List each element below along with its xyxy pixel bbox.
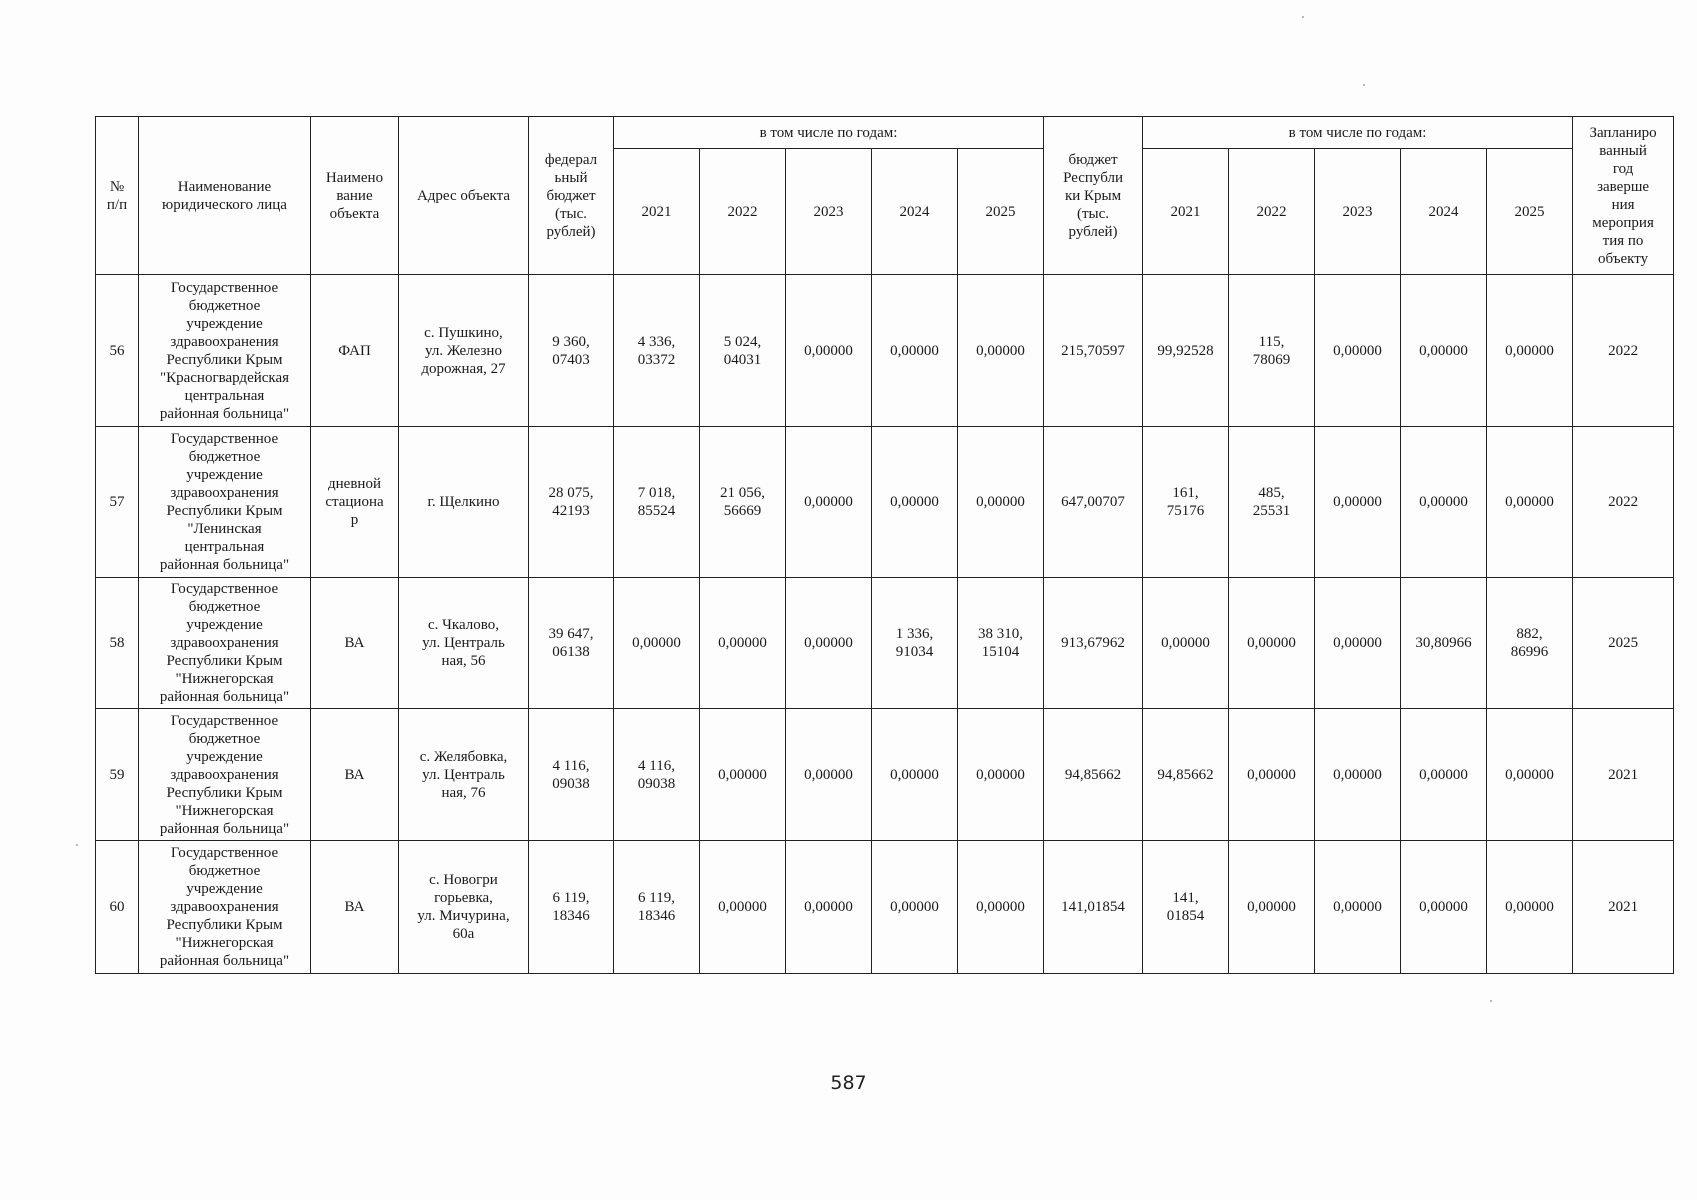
regional-total: 215,70597 bbox=[1044, 275, 1143, 427]
planned-year: 2022 bbox=[1573, 427, 1674, 578]
federal-total: 39 647, 06138 bbox=[529, 578, 614, 709]
fed-2025: 0,00000 bbox=[958, 275, 1044, 427]
reg-2025: 0,00000 bbox=[1487, 841, 1573, 974]
reg-2024: 0,00000 bbox=[1401, 709, 1487, 841]
reg-2021: 141, 01854 bbox=[1143, 841, 1229, 974]
fed-2025: 0,00000 bbox=[958, 841, 1044, 974]
header-reg-year-2023: 2023 bbox=[1315, 149, 1401, 275]
reg-2021: 94,85662 bbox=[1143, 709, 1229, 841]
header-address: Адрес объекта bbox=[399, 117, 529, 275]
fed-2023: 0,00000 bbox=[786, 275, 872, 427]
reg-2024: 0,00000 bbox=[1401, 427, 1487, 578]
federal-total: 9 360, 07403 bbox=[529, 275, 614, 427]
fed-2025: 0,00000 bbox=[958, 709, 1044, 841]
table-row bbox=[96, 841, 1674, 974]
object-name: ВА bbox=[311, 578, 399, 709]
fed-2024: 0,00000 bbox=[872, 275, 958, 427]
fed-2024: 1 336, 91034 bbox=[872, 578, 958, 709]
scan-speck bbox=[1490, 1000, 1492, 1002]
row-num: 59 bbox=[96, 709, 139, 841]
header-fed-year-2022: 2022 bbox=[700, 149, 786, 275]
fed-2024: 0,00000 bbox=[872, 841, 958, 974]
header-reg-year-2021: 2021 bbox=[1143, 149, 1229, 275]
regional-total: 94,85662 bbox=[1044, 709, 1143, 841]
reg-2025: 882, 86996 bbox=[1487, 578, 1573, 709]
planned-year: 2021 bbox=[1573, 709, 1674, 841]
header-planned-year: Запланиро ванный год заверше ния мероприя тия по объекту bbox=[1573, 117, 1674, 275]
scan-speck bbox=[76, 844, 78, 846]
object-name: ВА bbox=[311, 709, 399, 841]
federal-total: 28 075, 42193 bbox=[529, 427, 614, 578]
fed-2024: 0,00000 bbox=[872, 709, 958, 841]
header-reg-year-2024: 2024 bbox=[1401, 149, 1487, 275]
header-fed-year-2024: 2024 bbox=[872, 149, 958, 275]
table-row bbox=[96, 427, 1674, 578]
row-num: 57 bbox=[96, 427, 139, 578]
object-address: с. Пушкино, ул. Железно дорожная, 27 bbox=[399, 275, 529, 427]
header-reg-year-2022: 2022 bbox=[1229, 149, 1315, 275]
reg-2024: 0,00000 bbox=[1401, 841, 1487, 974]
reg-2023: 0,00000 bbox=[1315, 427, 1401, 578]
reg-2021: 161, 75176 bbox=[1143, 427, 1229, 578]
reg-2023: 0,00000 bbox=[1315, 709, 1401, 841]
table-row bbox=[96, 709, 1674, 841]
reg-2022: 0,00000 bbox=[1229, 709, 1315, 841]
header-federal-budget: федерал ьный бюджет (тыс. рублей) bbox=[529, 117, 614, 275]
fed-2023: 0,00000 bbox=[786, 427, 872, 578]
fed-2023: 0,00000 bbox=[786, 841, 872, 974]
legal-name: Государственное бюджетное учреждение здравоохранения Республики Крым "Нижнегорская районная больница" bbox=[139, 841, 311, 974]
fed-2022: 5 024, 04031 bbox=[700, 275, 786, 427]
fed-2024: 0,00000 bbox=[872, 427, 958, 578]
fed-2025: 38 310, 15104 bbox=[958, 578, 1044, 709]
row-num: 60 bbox=[96, 841, 139, 974]
object-address: с. Новогри горьевка, ул. Мичурина, 60а bbox=[399, 841, 529, 974]
planned-year: 2022 bbox=[1573, 275, 1674, 427]
object-address: с. Чкалово, ул. Централь ная, 56 bbox=[399, 578, 529, 709]
fed-2023: 0,00000 bbox=[786, 709, 872, 841]
reg-2021: 99,92528 bbox=[1143, 275, 1229, 427]
funding-table bbox=[95, 116, 1674, 974]
reg-2022: 485, 25531 bbox=[1229, 427, 1315, 578]
regional-total: 141,01854 bbox=[1044, 841, 1143, 974]
reg-2023: 0,00000 bbox=[1315, 578, 1401, 709]
object-name: ВА bbox=[311, 841, 399, 974]
fed-2021: 4 116, 09038 bbox=[614, 709, 700, 841]
fed-2022: 0,00000 bbox=[700, 841, 786, 974]
reg-2023: 0,00000 bbox=[1315, 841, 1401, 974]
fed-2021: 7 018, 85524 bbox=[614, 427, 700, 578]
reg-2021: 0,00000 bbox=[1143, 578, 1229, 709]
planned-year: 2025 bbox=[1573, 578, 1674, 709]
header-legal-name: Наименование юридического лица bbox=[139, 117, 311, 275]
legal-name: Государственное бюджетное учреждение здравоохранения Республики Крым "Ленинская центральная районная больница" bbox=[139, 427, 311, 578]
fed-2025: 0,00000 bbox=[958, 427, 1044, 578]
reg-2025: 0,00000 bbox=[1487, 275, 1573, 427]
regional-total: 913,67962 bbox=[1044, 578, 1143, 709]
fed-2022: 0,00000 bbox=[700, 709, 786, 841]
federal-total: 4 116, 09038 bbox=[529, 709, 614, 841]
legal-name: Государственное бюджетное учреждение здравоохранения Республики Крым "Красногвардейская центральная районная больница" bbox=[139, 275, 311, 427]
scan-speck bbox=[1363, 84, 1365, 86]
header-fed-year-2025: 2025 bbox=[958, 149, 1044, 275]
legal-name: Государственное бюджетное учреждение здравоохранения Республики Крым "Нижнегорская районная больница" bbox=[139, 709, 311, 841]
reg-2022: 0,00000 bbox=[1229, 841, 1315, 974]
header-fed-year-2023: 2023 bbox=[786, 149, 872, 275]
reg-2024: 30,80966 bbox=[1401, 578, 1487, 709]
object-address: г. Щелкино bbox=[399, 427, 529, 578]
header-num: № п/п bbox=[96, 117, 139, 275]
scan-speck bbox=[1302, 16, 1304, 18]
fed-2022: 0,00000 bbox=[700, 578, 786, 709]
reg-2023: 0,00000 bbox=[1315, 275, 1401, 427]
header-by-years-federal: в том числе по годам: bbox=[614, 117, 1044, 149]
row-num: 56 bbox=[96, 275, 139, 427]
fed-2021: 4 336, 03372 bbox=[614, 275, 700, 427]
reg-2022: 0,00000 bbox=[1229, 578, 1315, 709]
header-by-years-regional: в том числе по годам: bbox=[1143, 117, 1573, 149]
header-row-1 bbox=[96, 117, 1674, 149]
table-row bbox=[96, 578, 1674, 709]
header-reg-year-2025: 2025 bbox=[1487, 149, 1573, 275]
header-regional-budget: бюджет Республи ки Крым (тыс. рублей) bbox=[1044, 117, 1143, 275]
fed-2021: 6 119, 18346 bbox=[614, 841, 700, 974]
reg-2022: 115, 78069 bbox=[1229, 275, 1315, 427]
fed-2023: 0,00000 bbox=[786, 578, 872, 709]
reg-2025: 0,00000 bbox=[1487, 709, 1573, 841]
federal-total: 6 119, 18346 bbox=[529, 841, 614, 974]
table-row bbox=[96, 275, 1674, 427]
object-address: с. Желябовка, ул. Централь ная, 76 bbox=[399, 709, 529, 841]
reg-2025: 0,00000 bbox=[1487, 427, 1573, 578]
fed-2022: 21 056, 56669 bbox=[700, 427, 786, 578]
legal-name: Государственное бюджетное учреждение здравоохранения Республики Крым "Нижнегорская районная больница" bbox=[139, 578, 311, 709]
row-num: 58 bbox=[96, 578, 139, 709]
planned-year: 2021 bbox=[1573, 841, 1674, 974]
header-object-name: Наимено вание объекта bbox=[311, 117, 399, 275]
regional-total: 647,00707 bbox=[1044, 427, 1143, 578]
reg-2024: 0,00000 bbox=[1401, 275, 1487, 427]
fed-2021: 0,00000 bbox=[614, 578, 700, 709]
object-name: ФАП bbox=[311, 275, 399, 427]
page-number: 587 bbox=[830, 1072, 867, 1094]
header-fed-year-2021: 2021 bbox=[614, 149, 700, 275]
object-name: дневной стациона р bbox=[311, 427, 399, 578]
